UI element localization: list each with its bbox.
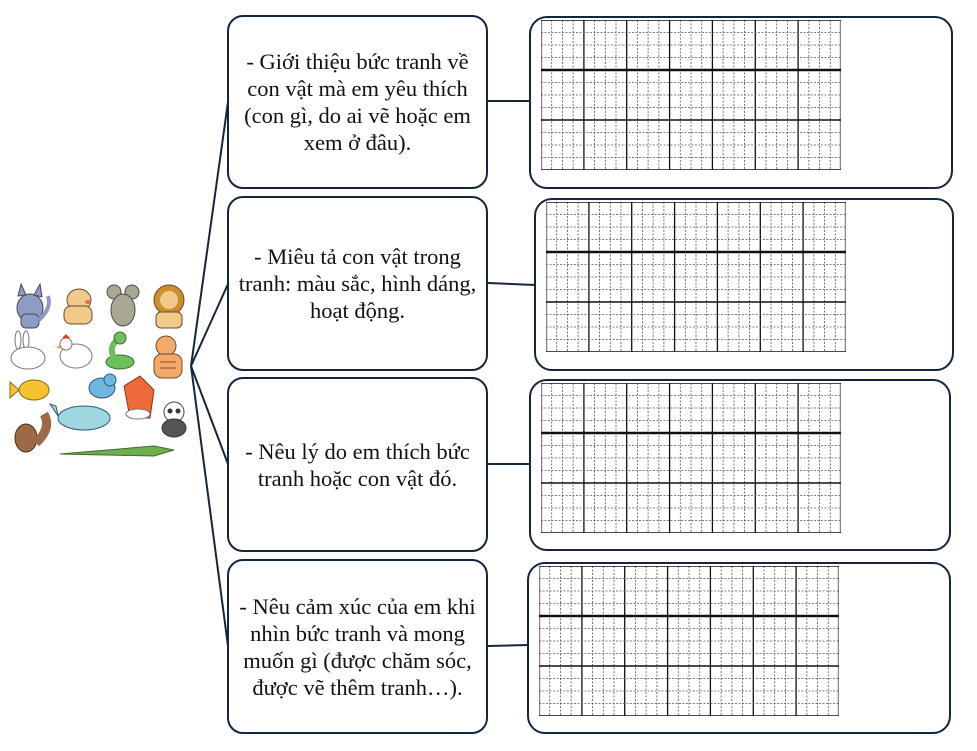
tiger-icon (154, 336, 182, 378)
writing-grid-4[interactable] (527, 562, 951, 734)
bird-icon (89, 374, 116, 398)
grid-lines (541, 383, 841, 533)
prompt-text: - Giới thiệu bức tranh về con vật mà em yêu thích (con gì, do ai vẽ hoặc em xem ở đâu). (244, 49, 471, 155)
grid-lines (541, 20, 841, 170)
snake-icon (106, 332, 134, 369)
writing-grid-1[interactable] (529, 16, 953, 189)
rabbit-icon (11, 331, 45, 369)
fish-icon (10, 380, 49, 400)
squirrel-icon (15, 414, 47, 452)
panda-icon (162, 402, 186, 437)
dog-icon (64, 289, 92, 324)
prompt-box-reason (227, 377, 488, 552)
mouse-icon (107, 285, 139, 326)
fox-icon (124, 376, 154, 419)
grid-lines (546, 202, 846, 352)
grid-lines (539, 566, 839, 716)
writing-grid-2[interactable] (534, 198, 954, 371)
chicken-icon (56, 334, 92, 368)
crocodile-icon (60, 446, 174, 456)
cat-icon (17, 284, 49, 328)
prompt-text: - Nêu cảm xúc của em khi nhìn bức tranh và mong muốn gì (được chăm sóc, được vẽ thêm tranh…). (239, 593, 476, 700)
prompt-box-describe (227, 196, 488, 371)
prompt-text: - Nêu lý do em thích bức tranh hoặc con vật đó. (245, 438, 470, 491)
prompt-text: - Miêu tả con vật trong tranh: màu sắc, hình dáng, hoạt động. (238, 244, 477, 323)
whale-icon (50, 404, 110, 430)
prompt-box-introduce (227, 15, 488, 189)
lion-icon (154, 285, 184, 328)
prompt-box-feeling (227, 559, 488, 734)
writing-grid-3[interactable] (529, 379, 951, 551)
animals-illustration (4, 278, 192, 466)
